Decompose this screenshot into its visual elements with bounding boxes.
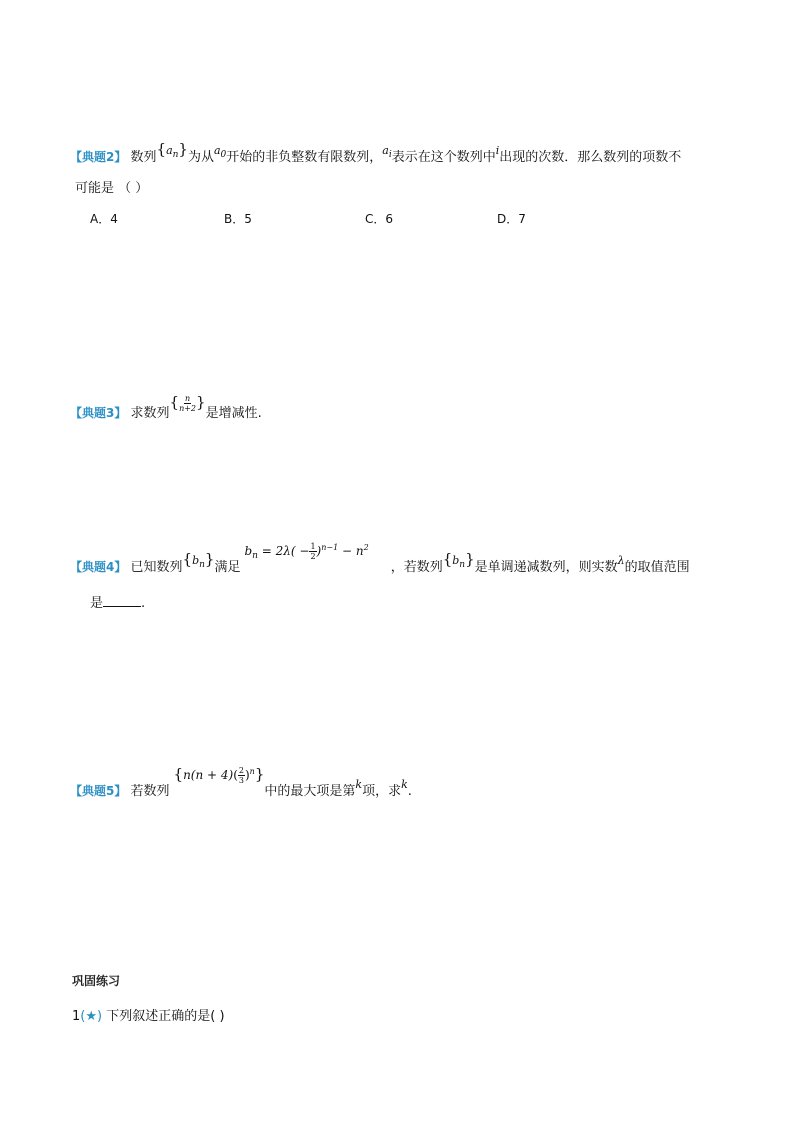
problem-3-text-2: 是增减性. (205, 406, 262, 421)
option-b: B．5 (224, 212, 252, 226)
difficulty-star: (★) (80, 1009, 103, 1024)
problem-4-text-6: 是 (90, 596, 104, 611)
problem-4-line-2: 是 . (90, 596, 146, 611)
a0-formula: a0 (213, 144, 227, 160)
sequence-n-over-n-plus-2-formula: { $\frac{n}{n+2}$ } (169, 393, 206, 413)
problem-5-text-1: 若数列 (130, 784, 170, 799)
section-title: 巩固练习 (72, 974, 121, 988)
problem-5-text-3: 项，求 (362, 784, 402, 799)
problem-3-line (70, 393, 262, 423)
problem-2-question-end: 可能是 （ ） (75, 181, 149, 196)
problem-2-line-1 (70, 140, 682, 165)
problem-3-tag: 【典题3】 (70, 406, 127, 420)
problem-4-text-3: ，若数列 (390, 560, 443, 575)
problem-2-text-5: 出现的次数．那么数列的项数不 (499, 150, 682, 165)
problem-4-text-1: 已知数列 (130, 560, 183, 575)
problem-3-text-1: 求数列 (130, 406, 170, 421)
problem-2-text-2: 为从 (187, 150, 214, 165)
problem-4-text-4: 是单调递减数列，则实数 (474, 560, 618, 575)
sequence-b-n-formula: {bn} (182, 550, 215, 570)
problem-2-text-1: 数列 (130, 150, 157, 165)
lambda-formula: λ (617, 554, 625, 567)
problem-4-line-1 (70, 542, 690, 577)
sequence-max-term-formula: {n(n + 4)( $\frac{2}{3}$ )$^n$} (173, 765, 265, 785)
problem-5-tag: 【典题5】 (70, 784, 127, 798)
exercise-1-text: 下列叙述正确的是( ) (106, 1009, 225, 1024)
problem-5-text-2: 中的最大项是第 (264, 784, 356, 799)
problem-2-text-3: 开始的非负整数有限数列， (226, 150, 383, 165)
sequence-b-n-formula-2: {bn} (442, 550, 475, 570)
problem-4-text-5: 的取值范围 (624, 560, 690, 575)
answer-blank[interactable] (103, 594, 141, 607)
k-formula: k (355, 778, 363, 791)
problem-2-line-2 (75, 177, 148, 196)
problem-5-text-4: . (407, 784, 412, 799)
sequence-a-n-formula: {an} (156, 140, 188, 160)
problem-2-tag: 【典题2】 (70, 150, 127, 164)
problem-5-line (70, 765, 412, 801)
option-a: A．4 (90, 212, 118, 226)
b-n-definition-formula: $b_n = 2\lambda$( − $\frac{1}{2}$ )$^{n-1} - n^2$ (244, 542, 369, 561)
option-c: C．6 (365, 212, 394, 226)
exercise-1-line (72, 1005, 225, 1024)
option-d: D．7 (497, 212, 526, 226)
exercise-1-number: 1 (72, 1009, 81, 1024)
ai-formula: ai (382, 144, 392, 160)
i-formula: i (495, 144, 500, 157)
problem-2-text-4: 表示在这个数列中 (391, 150, 496, 165)
problem-4-tag: 【典题4】 (70, 560, 127, 574)
k-formula-2: k (401, 778, 408, 791)
problem-4-text-2: 满足 (214, 560, 241, 575)
